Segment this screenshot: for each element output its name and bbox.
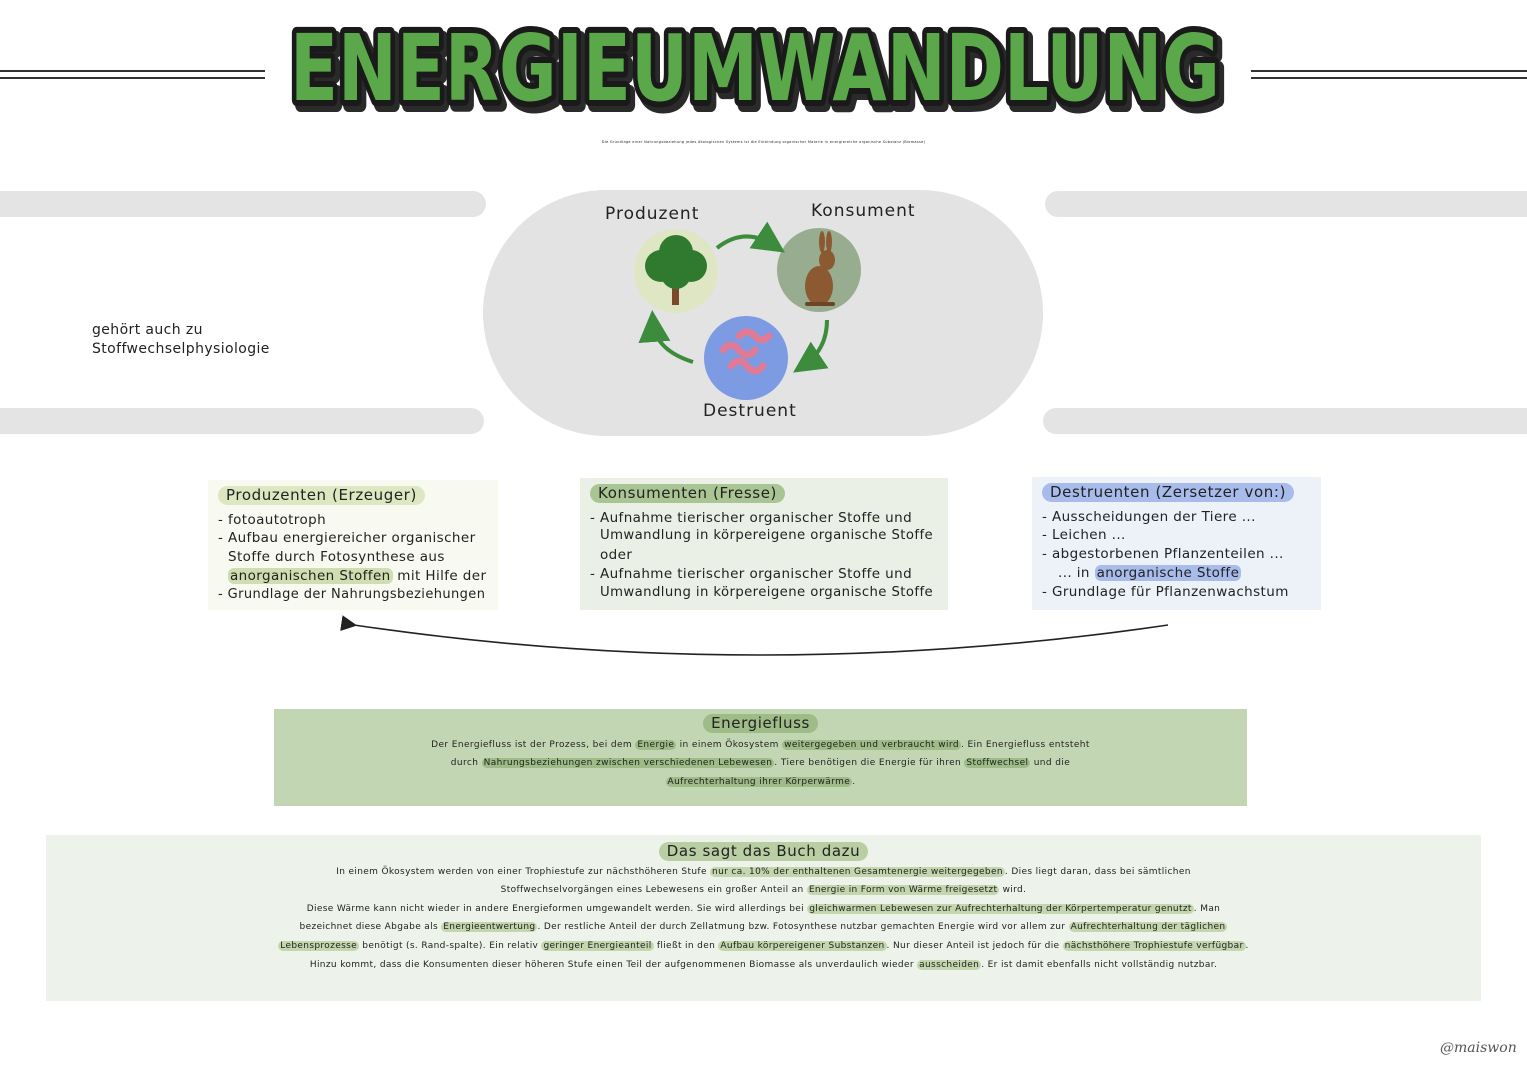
text: Stoffwechselvorgängen eines Lebewesens ein großer Anteil an: [500, 885, 807, 896]
text: bezeichnet diese Abgabe als: [299, 922, 442, 933]
text: fließt in den: [653, 940, 719, 951]
destruenten-box: [1032, 477, 1321, 610]
title-shadow: ENERGIEUMWANDLUNG: [294, 20, 1224, 122]
text: .: [852, 777, 856, 788]
cycle-graphics: [483, 190, 1043, 436]
konsumenten-line: - Aufnahme tierischer organischer Stoffe und: [590, 509, 913, 526]
band-left-top: [0, 191, 486, 217]
produzenten-line: Stoffe durch Fotosynthese aus: [228, 549, 445, 566]
title-bubble-lettering: [280, 12, 1230, 122]
band-right-bottom: [1043, 408, 1527, 434]
title-rule-left-top: [0, 70, 265, 72]
text: . Nur dieser Anteil ist jedoch für die: [886, 940, 1063, 951]
text: Der Energiefluss ist der Prozess, bei dem: [431, 739, 636, 750]
text: In einem Ökosystem werden von einer Trophiestufe zur nächsthöheren Stufe: [336, 866, 711, 877]
highlight: ausscheiden: [919, 959, 980, 970]
return-arrow: [340, 615, 1180, 665]
produzenten-line: - Grundlage der Nahrungsbeziehungen: [218, 586, 486, 602]
buch-line: [46, 863, 1481, 882]
title-rule-left-bottom: [0, 77, 265, 79]
konsumenten-line: oder: [600, 547, 633, 564]
label-destruent: Destruent: [703, 401, 797, 421]
highlight: anorganischen Stoffen: [230, 567, 391, 584]
destruenten-heading: Destruenten (Zersetzer von:): [1042, 483, 1294, 502]
buch-line: [46, 918, 1481, 937]
text: Diese Wärme kann nicht wieder in andere Energieformen umgewandelt werden. Sie wird allerdings bei: [306, 903, 808, 914]
destruenten-line: [1042, 564, 1311, 583]
text: . Dies liegt daran, dass bei sämtlichen: [1004, 866, 1191, 877]
konsumenten-line: Umwandlung in körpereigene organische Stoffe: [600, 528, 934, 544]
highlight: Nahrungsbeziehungen zwischen verschiedenen Lebewesen: [483, 758, 773, 769]
destruenten-line: - Grundlage für Pflanzenwachstum: [1042, 583, 1289, 600]
side-note: [92, 321, 270, 359]
konsumenten-line: Umwandlung in körpereigene organische Stoffe: [600, 584, 934, 600]
energiefluss-box: [274, 709, 1247, 806]
buch-heading: Das sagt das Buch dazu: [659, 842, 868, 861]
page-title: [280, 12, 1230, 122]
arrow-konsument-to-destruent: [803, 320, 827, 366]
buch-line: [46, 900, 1481, 919]
text: . Er ist damit ebenfalls nicht vollständig nutzbar.: [981, 959, 1218, 970]
label-produzent: Produzent: [605, 204, 700, 224]
text: und die: [1030, 758, 1071, 769]
title-rule-right-top: [1251, 70, 1527, 72]
band-left-bottom: [0, 408, 484, 434]
produzenten-line: [218, 567, 488, 586]
highlight: Energieentwertung: [443, 922, 536, 933]
energiefluss-line: [274, 736, 1247, 755]
highlight: Stoffwechsel: [966, 758, 1029, 769]
highlight: weitergegeben und verbraucht wird: [784, 739, 959, 750]
signature: @maiswon: [1440, 1040, 1517, 1056]
text: durch: [450, 758, 482, 769]
side-note-line1: gehört auch zu: [92, 322, 203, 338]
produzenten-heading: Produzenten (Erzeuger): [218, 486, 425, 505]
food-cycle-diagram: [483, 190, 1043, 436]
destruenten-line: - Ausscheidungen der Tiere ...: [1042, 508, 1256, 525]
buch-line: [46, 881, 1481, 900]
arrow-destruent-to-produzent: [653, 322, 693, 362]
energiefluss-line: [274, 773, 1247, 792]
worms-icon: [704, 316, 788, 400]
rabbit-icon: [777, 228, 861, 312]
arrow-produzent-to-konsument: [717, 236, 775, 248]
side-note-line2: Stoffwechselphysiologie: [92, 341, 270, 357]
buch-line: [46, 956, 1481, 975]
highlight: geringer Energieanteil: [543, 940, 652, 951]
title-fill: ENERGIEUMWANDLUNG: [290, 15, 1220, 122]
produzenten-line: - Aufbau energiereicher organischer: [218, 530, 476, 547]
buch-line: [46, 937, 1481, 956]
produzenten-box: [208, 480, 498, 610]
tree-icon: [634, 229, 718, 313]
text: wird.: [999, 885, 1027, 896]
intro-text: Die Grundlage einer Nahrungsbeziehung jedes ökologischen Systems ist die Einbindung organischer Materie in energiereiche organische Substanz (Biomasse): [601, 140, 926, 144]
text: ... in: [1058, 564, 1095, 581]
band-right-top: [1045, 191, 1527, 217]
highlight: anorganische Stoffe: [1096, 564, 1240, 581]
title-outline: ENERGIEUMWANDLUNG: [290, 15, 1220, 122]
highlight: Aufrechterhaltung der täglichen: [1070, 922, 1226, 933]
highlight: Lebensprozesse: [280, 940, 358, 951]
text: . Ein Energiefluss entsteht: [960, 739, 1090, 750]
text: Hinzu kommt, dass die Konsumenten dieser höheren Stufe einen Teil der aufgenommenen Biomasse als unverdaulich wieder: [309, 959, 918, 970]
energiefluss-line: [274, 754, 1247, 773]
highlight: nächsthöhere Trophiestufe verfügbar: [1064, 940, 1244, 951]
text: in einem Ökosystem: [676, 739, 783, 750]
konsumenten-line: - Aufnahme tierischer organischer Stoffe und: [590, 565, 913, 582]
text: benötigt (s. Rand-spalte). Ein relativ: [359, 940, 542, 951]
highlight: nur ca. 10% der enthaltenen Gesamtenergie weitergegeben: [712, 866, 1003, 877]
highlight: gleichwarmen Lebewesen zur Aufrechterhaltung der Körpertemperatur genutzt: [809, 903, 1192, 914]
energiefluss-heading: Energiefluss: [703, 714, 818, 733]
destruenten-line: - abgestorbenen Pflanzenteilen ...: [1042, 546, 1284, 563]
destruenten-line: - Leichen ...: [1042, 527, 1126, 544]
highlight: Energie in Form von Wärme freigesetzt: [808, 885, 998, 896]
konsumenten-box: [580, 478, 948, 610]
buch-box: [46, 835, 1481, 1001]
highlight: Energie: [637, 739, 675, 750]
text: .: [1245, 940, 1249, 951]
highlight: Aufbau körpereigener Substanzen: [720, 940, 885, 951]
konsumenten-heading: Konsumenten (Fresse): [590, 484, 785, 503]
highlight: Aufrechterhaltung ihrer Körperwärme: [667, 777, 851, 788]
text: . Man: [1193, 903, 1221, 914]
produzenten-line: - fotoautotroph: [218, 511, 327, 528]
text: mit Hilfe der: [392, 567, 487, 584]
text: . Tiere benötigen die Energie für ihren: [774, 758, 965, 769]
title-rule-right-bottom: [1251, 77, 1527, 79]
label-konsument: Konsument: [811, 201, 916, 221]
text: . Der restliche Anteil der durch Zellatmung bzw. Fotosynthese nutzbar gemachten Energie wird vor allem zur: [537, 922, 1069, 933]
